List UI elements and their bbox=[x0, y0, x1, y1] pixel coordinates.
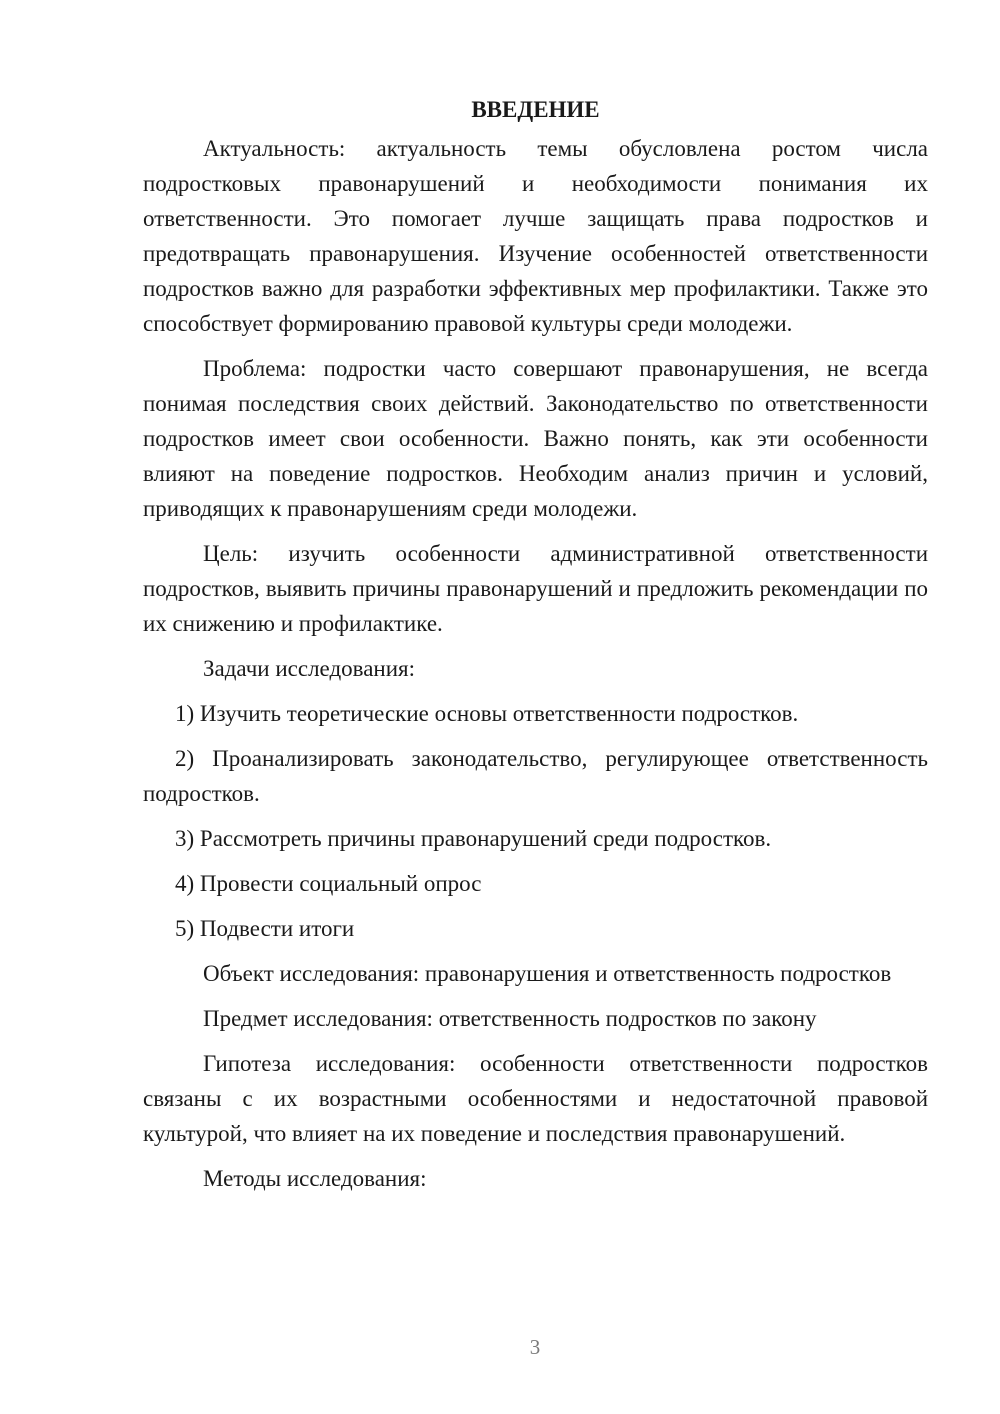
list-item-task-2: 2) Проанализировать законодательство, регулирующее ответственность подростков. bbox=[143, 746, 928, 806]
paragraph-subject: Предмет исследования: ответственность подростков по закону bbox=[203, 1006, 817, 1031]
paragraph-tasks-heading: Задачи исследования: bbox=[203, 656, 416, 681]
page-number: 3 bbox=[529, 1335, 541, 1359]
list-item-task-5: 5) Подвести итоги bbox=[175, 916, 355, 941]
list-item-task-3: 3) Рассмотреть причины правонарушений среди подростков. bbox=[175, 826, 772, 851]
paragraph-goal: Цель: изучить особенности административной ответственности подростков, выявить причины правонарушений и предложить рекомендации по их снижению и профилактике. bbox=[143, 541, 928, 636]
paragraph-problem: Проблема: подростки часто совершают правонарушения, не всегда понимая последствия своих действий. Законодательство по ответственности подростков имеет свои особенности. Важно понять, как эти особенности влияют на поведение подростков. Необходим анализ причин и условий, приводящих к правонарушениям среди молодежи. bbox=[143, 356, 928, 521]
paragraph-object: Объект исследования: правонарушения и ответственность подростков bbox=[203, 961, 892, 986]
list-item-task-4: 4) Провести социальный опрос bbox=[175, 871, 482, 896]
paragraph-relevance: Актуальность: актуальность темы обусловлена ростом числа подростковых правонарушений и необходимости понимания их ответственности. Это помогает лучше защищать права подростков и предотвращать правонарушения. Изучение особенностей ответственности подростков важно для разработки эффективных мер профилактики. Также это способствует формированию правовой культуры среди молодежи. bbox=[143, 136, 928, 336]
list-item-task-1: 1) Изучить теоретические основы ответственности подростков. bbox=[175, 701, 799, 726]
page-content bbox=[143, 92, 928, 1196]
paragraph-hypothesis: Гипотеза исследования: особенности ответственности подростков связаны с их возрастными особенностями и недостаточной правовой культурой, что влияет на их поведение и последствия правонарушений. bbox=[143, 1051, 928, 1146]
section-title: ВВЕДЕНИЕ bbox=[471, 97, 600, 122]
paragraph-methods: Методы исследования: bbox=[203, 1166, 427, 1191]
